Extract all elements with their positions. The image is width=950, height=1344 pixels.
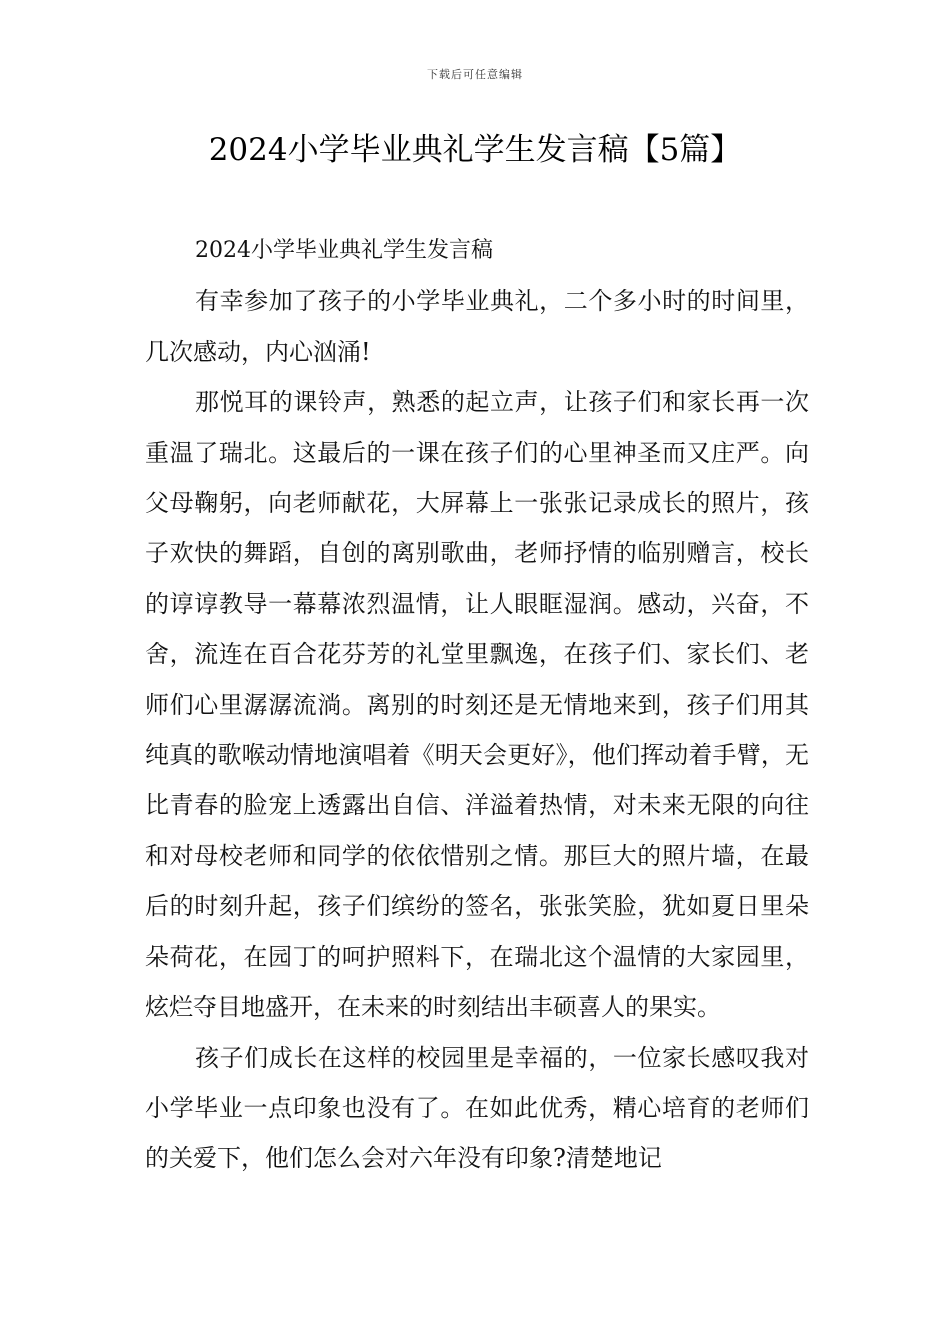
header-note: 下载后可任意编辑: [427, 68, 523, 81]
paragraph-2: 那悦耳的课铃声，熟悉的起立声，让孩子们和家长再一次重温了瑞北。这最后的一课在孩子们的心里神圣而又庄严。向父母鞠躬，向老师献花，大屏幕上一张张记录成长的照片，孩子欢快的舞蹈，自创的离别歌曲，老师抒情的临别赠言，校长的谆谆教导一幕幕浓烈温情，让人眼眶湿润。感动，兴奋，不舍，流连在百合花芬芳的礼堂里飘逸，在孩子们、家长们、老师们心里潺潺流淌。离别的时刻还是无情地来到，孩子们用其纯真的歌喉动情地演唱着《明天会更好》，他们挥动着手臂，无比青春的脸宠上透露出自信、洋溢着热情，对未来无限的向往和对母校老师和同学的依依惜别之情。那巨大的照片墙，在最后的时刻升起，孩子们缤纷的签名，张张笑脸，犹如夏日里朵朵荷花，在园丁的呵护照料下，在瑞北这个温情的大家园里，炫烂夺目地盛开，在未来的时刻结出丰硕喜人的果实。: [145, 388, 809, 1022]
document-body: [145, 226, 809, 1184]
document-title: 2024小学毕业典礼学生发言稿【5篇】: [208, 132, 742, 168]
section-subtitle: 2024小学毕业典礼学生发言稿: [195, 238, 493, 263]
paragraph-1: 有幸参加了孩子的小学毕业典礼，二个多小时的时间里，几次感动，内心汹涌!: [145, 287, 809, 366]
paragraph-3: 孩子们成长在这样的校园里是幸福的，一位家长感叹我对小学毕业一点印象也没有了。在如此优秀，精心培育的老师们的关爱下，他们怎么会对六年没有印象?清楚地记: [145, 1043, 809, 1173]
